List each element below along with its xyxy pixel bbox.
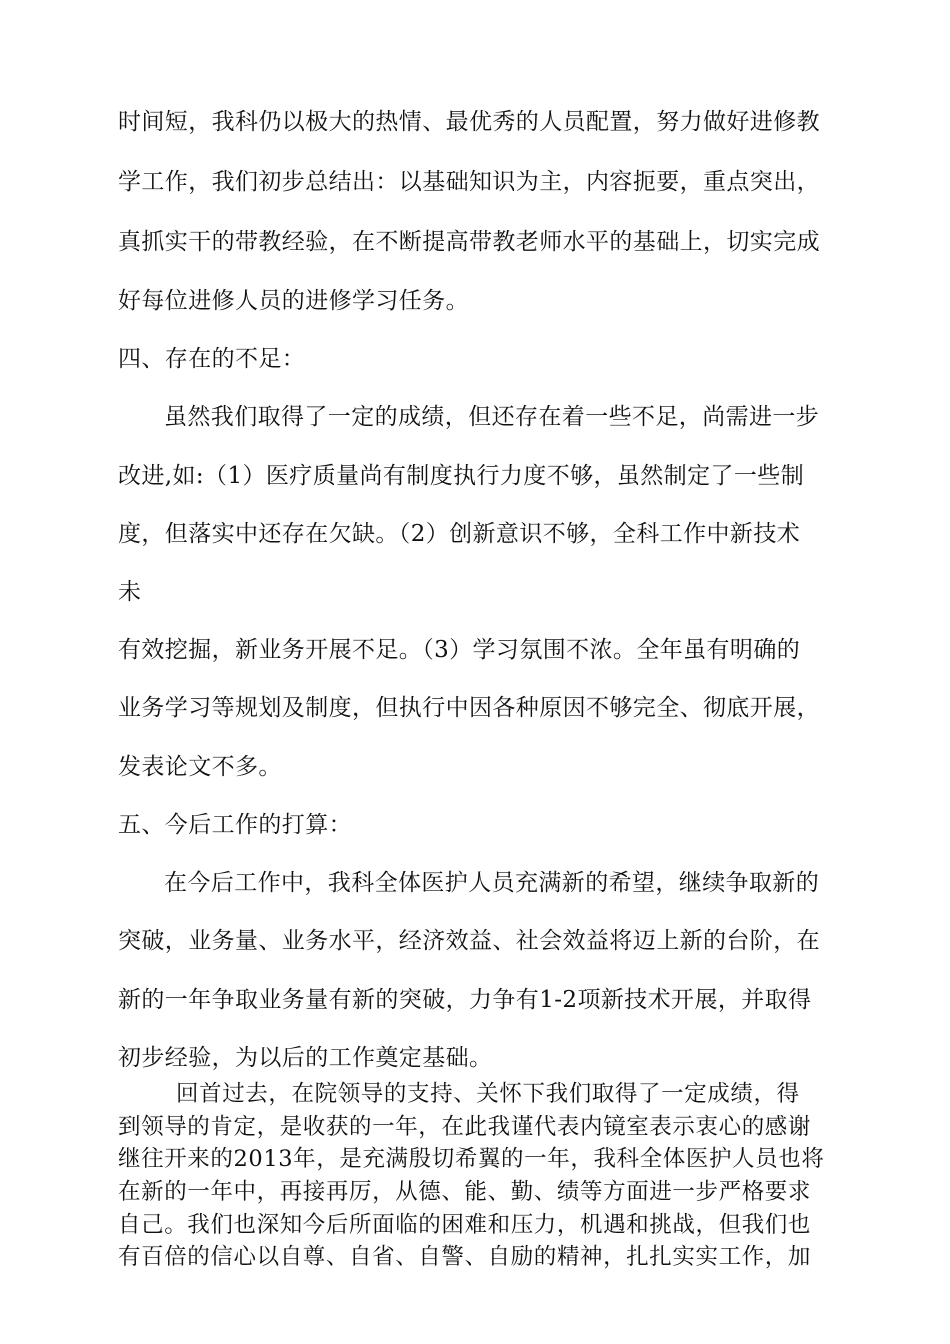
paragraph-line: 度，但落实中还存在欠缺。（2）创新意识不够，全科工作中新技术: [118, 521, 801, 547]
paragraph-line: 时间短，我科仍以极大的热情、最优秀的人员配置，努力做好进修教: [118, 109, 820, 135]
paragraph-line: 到领导的肯定，是收获的一年，在此我谨代表内镜室表示衷心的感谢: [118, 1114, 812, 1140]
paragraph-line: 业务学习等规划及制度，但执行中因各种原因不够完全、彻底开展，: [118, 695, 820, 721]
paragraph-line: 真抓实干的带教经验，在不断提高带教老师水平的基础上，切实完成: [118, 229, 820, 255]
paragraph-line: 回首过去，在院领导的支持、关怀下我们取得了一定成绩，得: [176, 1081, 800, 1107]
section-heading: 五、今后工作的打算：: [118, 812, 352, 838]
paragraph-line: 继往开来的2013年，是充满殷切希翼的一年，我科全体医护人员也将: [118, 1146, 825, 1172]
paragraph-line: 在新的一年中，再接再厉，从德、能、勤、绩等方面进一步严格要求: [118, 1179, 812, 1205]
paragraph-line: 有百倍的信心以自尊、自省、自警、自励的精神，扎扎实实工作，加: [118, 1244, 812, 1270]
paragraph-line: 学工作，我们初步总结出：以基础知识为主，内容扼要，重点突出，: [118, 169, 820, 195]
paragraph-line: 改进,如:（1）医疗质量尚有制度执行力度不够，虽然制定了一些制: [118, 463, 805, 489]
paragraph-line: 发表论文不多。: [118, 754, 282, 780]
paragraph-line: 在今后工作中，我科全体医护人员充满新的希望，继续争取新的: [164, 870, 820, 896]
paragraph-line: 未: [118, 579, 142, 605]
paragraph-line: 自己。我们也深知今后所面临的困难和压力，机遇和挑战，但我们也: [118, 1212, 812, 1238]
paragraph-line: 初步经验，为以后的工作奠定基础。: [118, 1045, 493, 1071]
paragraph-line: 突破，业务量、业务水平，经济效益、社会效益将迈上新的台阶，在: [118, 928, 820, 954]
paragraph-line: 好每位进修人员的进修学习任务。: [118, 288, 469, 314]
paragraph-line: 虽然我们取得了一定的成绩，但还存在着一些不足，尚需进一步: [164, 404, 820, 430]
paragraph-line: 新的一年争取业务量有新的突破，力争有1-2项新技术开展，并取得: [118, 987, 812, 1013]
section-heading: 四、存在的不足：: [118, 346, 306, 372]
paragraph-line: 有效挖掘，新业务开展不足。（3）学习氛围不浓。全年虽有明确的: [118, 637, 801, 663]
